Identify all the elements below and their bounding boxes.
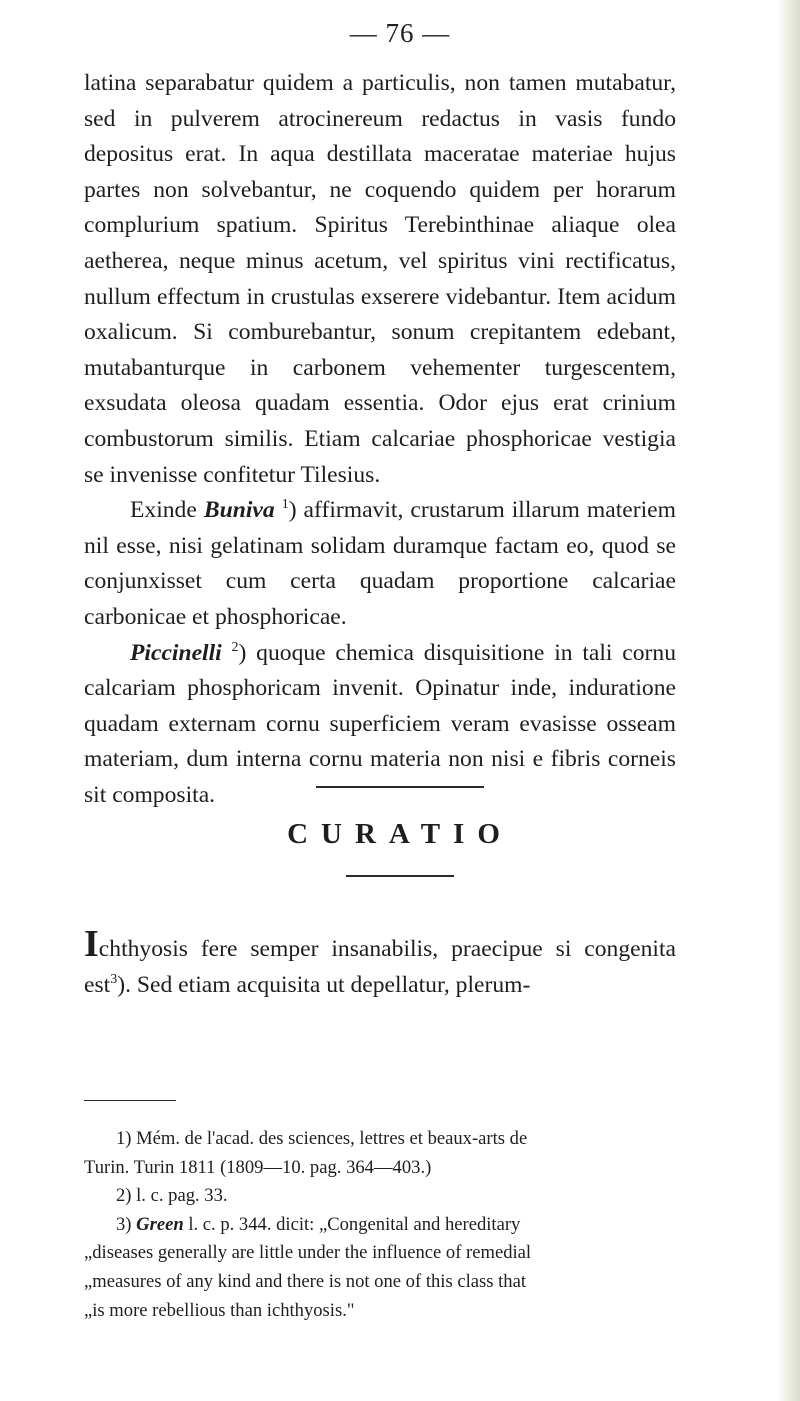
drop-cap: I — [84, 923, 99, 965]
paragraph-1: latina separabatur quidem a particulis, non tamen mutabatur, sed in pulverem atrocinereum redactus in vasis fundo depositus erat. In aqua destillata maceratae materiae hujus partes non solvebantur, ne coquendo quidem per horarum complurium spatium. Spiritus Terebinthinae aliaque olea aetherea, neque minus acetum, vel spiritus vini rectificatus, nullum effectum in crustulas exserere videbantur. Item acidum oxalicum. Si comburebantur, sonum crepitantem edebant, mutabanturque in carbonem vehementer turgescentem, exsudata oleosa quadam essentia. Odor ejus erat crinium combustorum similis. Etiam calcariae phosphoricae vestigia se invenisse confitetur Tilesius. — [84, 70, 676, 488]
footnotes — [84, 1125, 684, 1325]
footnote-3-line-4: „is more rebellious than ichthyosis." — [84, 1299, 355, 1321]
footnote-ref-2: 2 — [231, 639, 239, 655]
page-number: — 76 — — [349, 18, 451, 48]
paragraph-2 — [84, 493, 676, 635]
paragraph-2-text: ) affirmavit, crustarum illarum materiem nil esse, nisi gelatinam solidam duramque factam eo, quod se conjunxisset cum certa quadam proportione calcariae carbonicae et phosphoricae. — [84, 497, 676, 630]
footnote-ref-1: 1 — [281, 497, 289, 513]
footnote-1-line-1: 1) Mém. de l'acad. des sciences, lettres et beaux-arts de — [116, 1128, 528, 1149]
footnote-3-line-1 — [84, 1211, 684, 1240]
author-name-green: Green — [136, 1213, 184, 1235]
author-name-buniva: Buniva — [203, 497, 275, 524]
footnote-2: 2) l. c. pag. 33. — [116, 1185, 228, 1207]
author-name-piccinelli: Piccinelli — [130, 639, 222, 666]
paragraph-3-text: ) quoque chemica disquisitione in tali cornu calcariam phosphoricam invenit. Opinatur inde, induratione quadam externam cornu superficiem veram evasisse osseam materiam, dum interna cornu materia non nisi e fibris corneis sit composita. — [84, 639, 676, 808]
section-divider-top — [316, 786, 484, 788]
page-edge-shadow — [778, 0, 800, 1401]
footnote-3-line-3: „measures of any kind and there is not one of this class that — [84, 1270, 527, 1292]
section-title: CURATIO — [287, 818, 513, 850]
curatio-text — [84, 923, 676, 1003]
paragraph-2-lead: Exinde — [130, 497, 197, 524]
section-divider-bottom — [346, 875, 454, 877]
curatio-text-a: chthyosis fere semper insanabilis, praecipue si congenita est — [84, 936, 676, 998]
curatio-paragraph — [84, 923, 676, 1003]
main-text — [84, 66, 676, 813]
footnote-1-line-2: Turin. Turin 1811 (1809—10. pag. 364—403.) — [84, 1156, 432, 1178]
footnote-3-line-2: „diseases generally are little under the influence of remedial — [84, 1242, 532, 1264]
footnote-3-text-1: l. c. p. 344. dicit: „Congenital and hereditary — [188, 1213, 521, 1235]
footnote-separator — [84, 1100, 176, 1101]
footnote-ref-3: 3 — [110, 971, 118, 987]
footnote-3-number: 3) — [116, 1213, 132, 1235]
curatio-text-b: ). Sed etiam acquisita ut depellatur, plerum- — [117, 971, 531, 998]
